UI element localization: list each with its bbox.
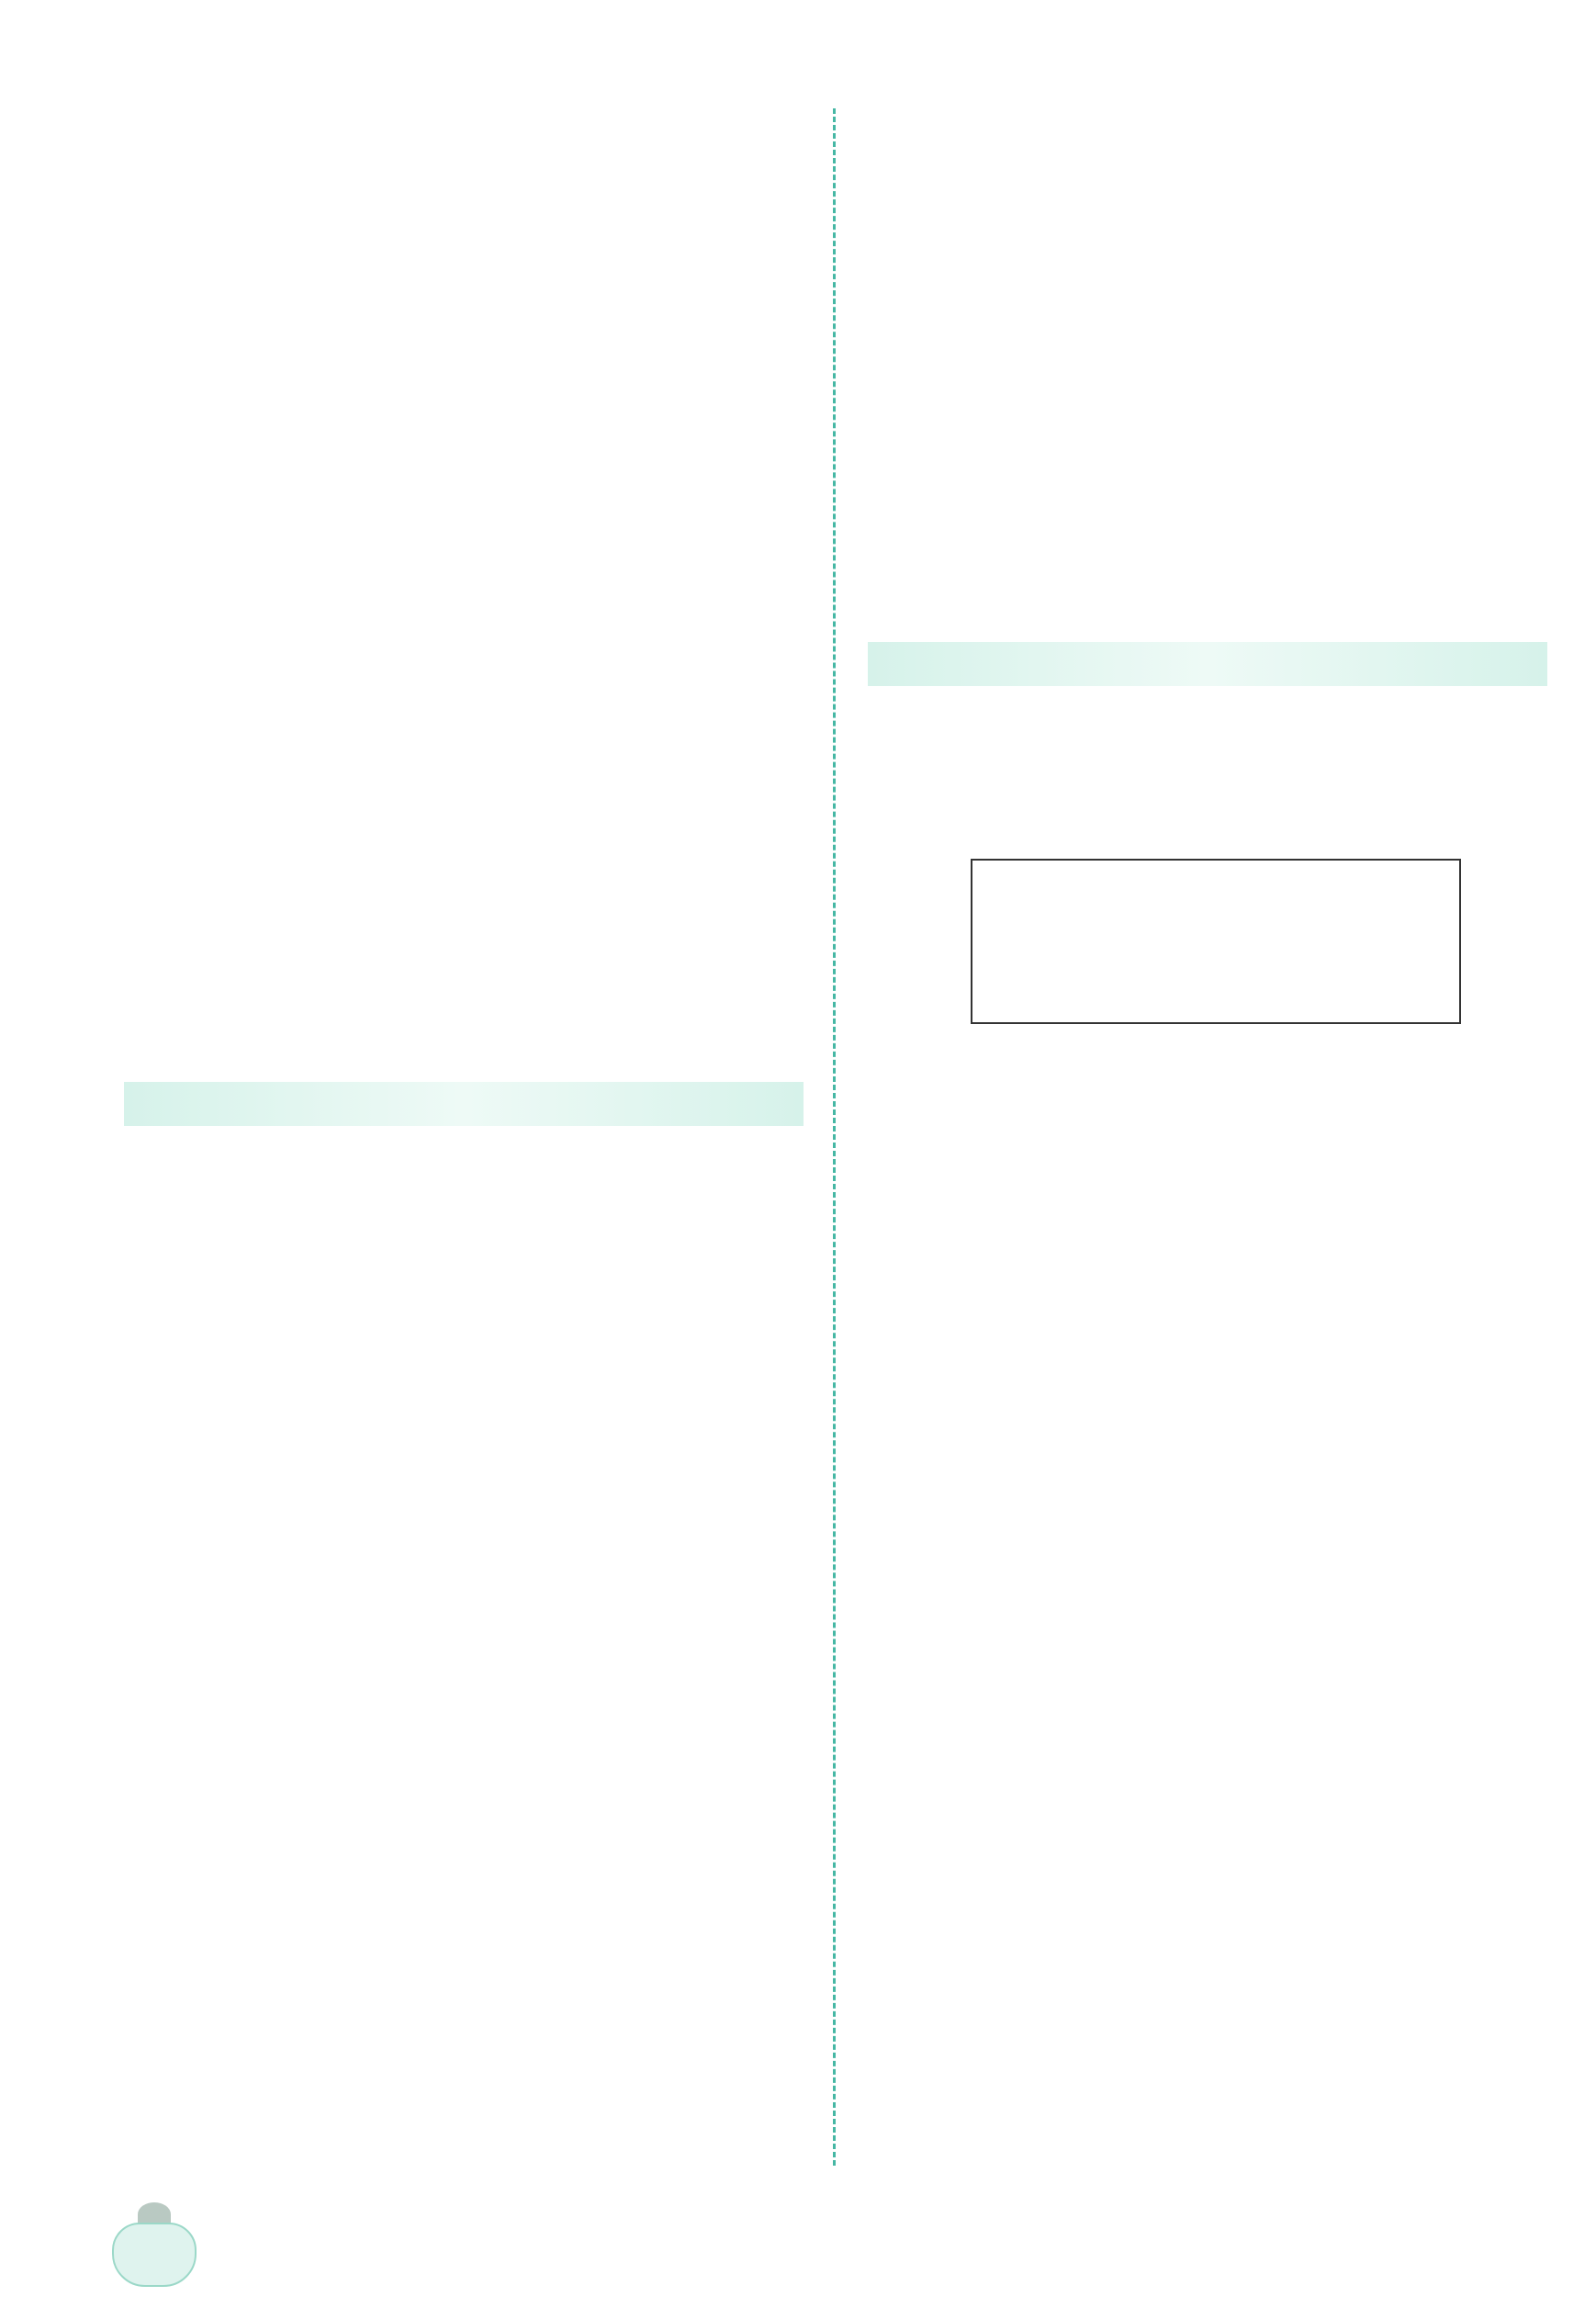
unit6-banner [868,642,1547,686]
answer-line [124,108,804,149]
answer-line [124,149,804,189]
answer-line [124,1779,804,1819]
essay-label [868,549,1547,590]
answer-line [868,1312,1547,1352]
answer-line [868,1391,1547,1432]
answer-line [868,1152,1547,1192]
essay-label [124,989,804,1030]
unit5-q2-label [124,1247,804,1288]
answer-line [868,1191,1547,1232]
answer-line [868,229,1547,269]
answer-line [124,1459,804,1500]
answer-line [124,829,804,870]
answer-line [124,1539,804,1580]
answer-line [124,1739,804,1780]
answer-line [124,1899,804,1940]
answer-line [124,268,804,309]
answer-line [868,388,1547,429]
answer-line [868,1472,1547,1513]
answer-line [868,1272,1547,1312]
answer-line [124,509,804,549]
answer-line [124,468,804,509]
answer-line [868,1632,1547,1672]
answer-line [868,1111,1547,1152]
answer-line [868,108,1547,149]
extra-heading [124,949,804,989]
essay-title [124,1030,804,1070]
answer-line [124,749,804,790]
answers-block [124,1379,804,1939]
answer-line [124,229,804,269]
answer-line [124,1499,804,1539]
answer-line [124,1579,804,1619]
answer-line [124,1619,804,1660]
answer-line [124,1660,804,1700]
answer-line [124,349,804,389]
unit5-q1 [124,1131,804,1172]
answer-line [124,309,804,349]
answer-line [868,429,1547,469]
q16-row [868,851,1547,1031]
answer-line [868,1512,1547,1552]
left-column [124,108,804,1940]
unit5-banner [124,1082,804,1126]
answer-line [124,589,804,629]
answer-line [124,1699,804,1739]
answer-line [868,1432,1547,1472]
answer-line [868,812,1547,852]
scene-picture [971,859,1461,1024]
answers-block [124,108,804,909]
answer-line [868,1232,1547,1272]
answers-block [868,692,1547,851]
answer-line [868,1592,1547,1632]
answer-line [124,709,804,749]
answer-line [124,869,804,909]
answer-line [124,789,804,829]
answer-line [124,1860,804,1900]
answer-line [124,1379,804,1419]
answer-note [868,468,1547,509]
animal-figures [124,1287,804,1379]
answer-line [868,309,1547,349]
answer-line [124,388,804,429]
answer-line [868,1552,1547,1593]
column-divider [833,108,836,2166]
answer-line [868,771,1547,812]
answer-line [868,1352,1547,1392]
answer-line [868,731,1547,771]
answer-line [868,349,1547,389]
answers-block [868,108,1547,468]
answer-line [124,549,804,590]
answer-line [124,429,804,469]
answer-line [868,1031,1547,1072]
answer-line [868,188,1547,229]
answer-line [124,669,804,709]
extra-heading [868,509,1547,549]
answer-note [124,909,804,950]
answer-line [868,692,1547,732]
answer-line [868,1672,1547,1713]
answer-line [868,149,1547,189]
page-number [112,2223,197,2287]
right-column [868,108,1547,1712]
answer-line [124,188,804,229]
answer-line [124,629,804,670]
answer-line [124,1419,804,1459]
essay-title [868,589,1547,629]
answers-block [868,1031,1547,1712]
answer-line [868,1072,1547,1112]
answer-line [868,268,1547,309]
answer-line [124,1819,804,1860]
